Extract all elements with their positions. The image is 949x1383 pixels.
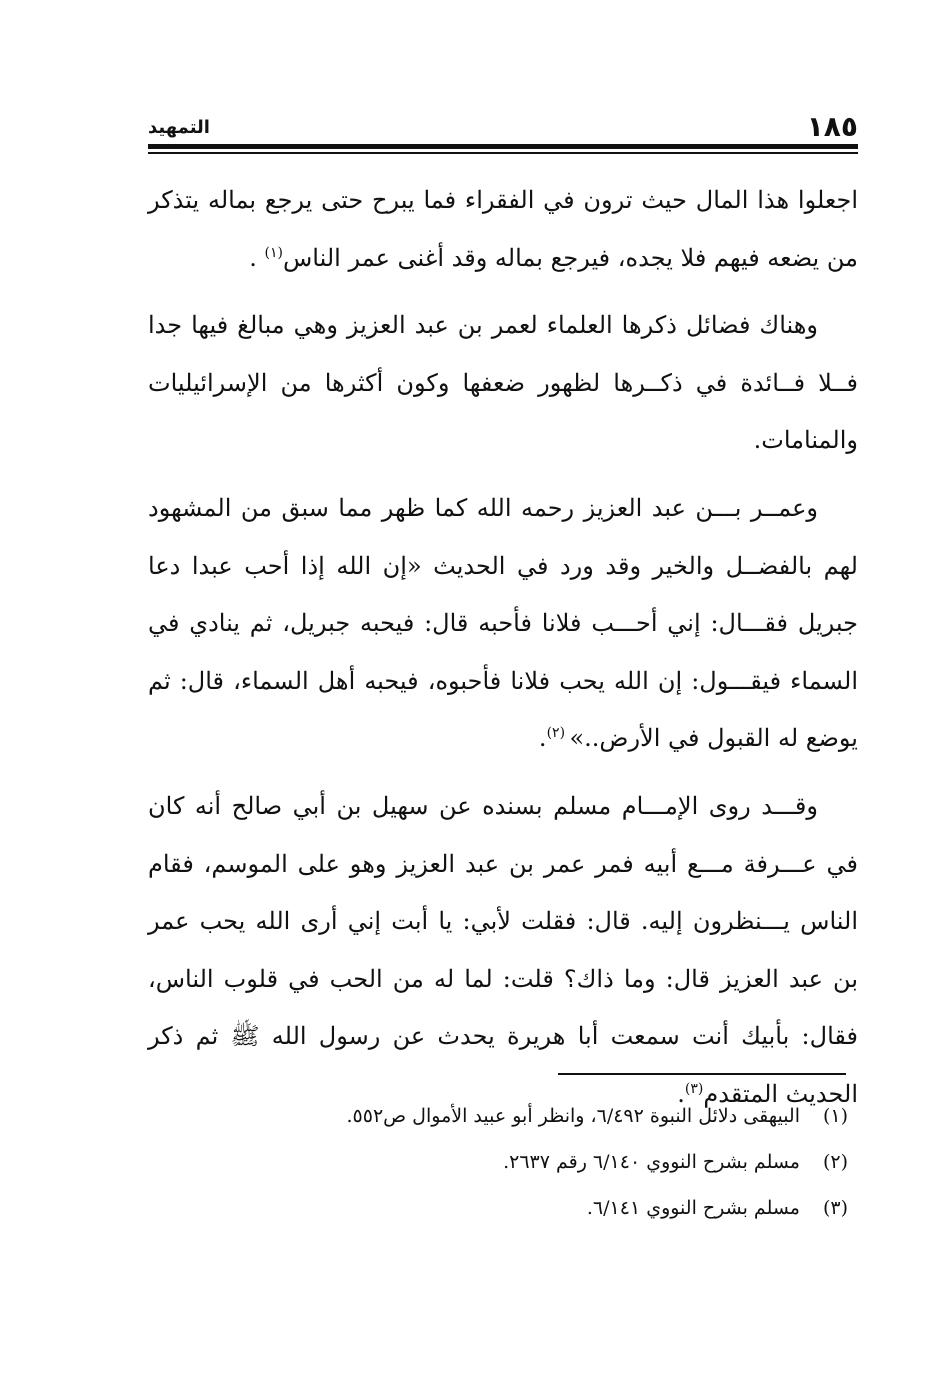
paragraph-1-end: . (249, 243, 265, 272)
paragraph-3-text: وعمــر بـــن عبد العزيز رحمه الله كما ظهر مما سبق من المشهود لهم بالفضــل والخير وقد ورد في الحديث «إن الله إذا أحب عبدا دعا جبريل فقـــال: إني أحـــب فلانا فأحبه قال: فيحبه جبريل، ثم ينادي في السماء فيقـــول: إن الله يحب فلانا فأحبوه، فيحبه أهل السماء، قال: ثم يوضع له القبول في الأرض..» (148, 493, 858, 753)
page-header (148, 112, 858, 142)
footnote-text: البيهقى دلائل النبوة ٦/٤٩٢، وانظر أبو عبيد الأموال ص٥٥٢. (346, 1105, 800, 1127)
running-title: التمهيد (148, 117, 210, 138)
footnote-number: (٢) (822, 1151, 848, 1173)
footnote-text: مسلم بشرح النووي ٦/١٤٠ رقم ٢٦٣٧. (503, 1151, 800, 1173)
paragraph-1-text: اجعلوا هذا المال حيث ترون في الفقراء فما يبرح حتى يرجع بماله يتذكر من يضعه فيهم فلا يجده، فيرجع بماله وقد أغنى عمر الناس (148, 186, 858, 272)
header-rule-thick (148, 144, 858, 149)
paragraph-4 (148, 778, 858, 1124)
footnote-3 (148, 1185, 848, 1231)
footnote-2 (148, 1139, 848, 1185)
paragraph-4-text: وقـــد روى الإمـــام مسلم بسنده عن سهيل بن أبي صالح أنه كان في عـــرفة مـــع أبيه فمر عمر بن عبد العزيز وهو على الموسم، فقام الناس يـــنظرون إليه. قال: فقلت لأبي: يا أبت إني أرى الله يحب عمر بن عبد العزيز قال: وما ذاك؟ قلت: لما له من الحب في قلوب الناس، فقال: بأبيك أنت سمعت أبا هريرة يحدث عن رسول الله ﷺ ثم ذكر الحديث المتقدم (148, 791, 858, 1108)
page-number: ١٨٥ (806, 110, 858, 143)
footnotes (148, 1093, 848, 1231)
footnote-ref-1: (١) (264, 244, 283, 261)
footnote-ref-3: (٣) (684, 1080, 704, 1097)
paragraph-1 (148, 172, 858, 287)
footnote-separator (558, 1073, 846, 1075)
footnote-ref-2: (٢) (546, 725, 570, 742)
footnote-text: مسلم بشرح النووي ٦/١٤١. (586, 1197, 800, 1219)
footnote-number: (١) (822, 1105, 848, 1127)
header-rule-thin (148, 152, 858, 154)
paragraph-2: وهناك فضائل ذكرها العلماء لعمر بن عبد العزيز وهي مبالغ فيها جدا فــلا فــائدة في ذكــرها لظهور ضعفها وكون أكثرها من الإسرائيليات والمنامات. (148, 311, 858, 455)
paragraph-4-end: . (677, 1079, 685, 1108)
main-text (148, 172, 858, 1124)
footnote-number: (٣) (822, 1197, 848, 1219)
footnote-1 (148, 1093, 848, 1139)
paragraph-3-end: . (538, 724, 547, 753)
paragraph-3 (148, 480, 858, 768)
